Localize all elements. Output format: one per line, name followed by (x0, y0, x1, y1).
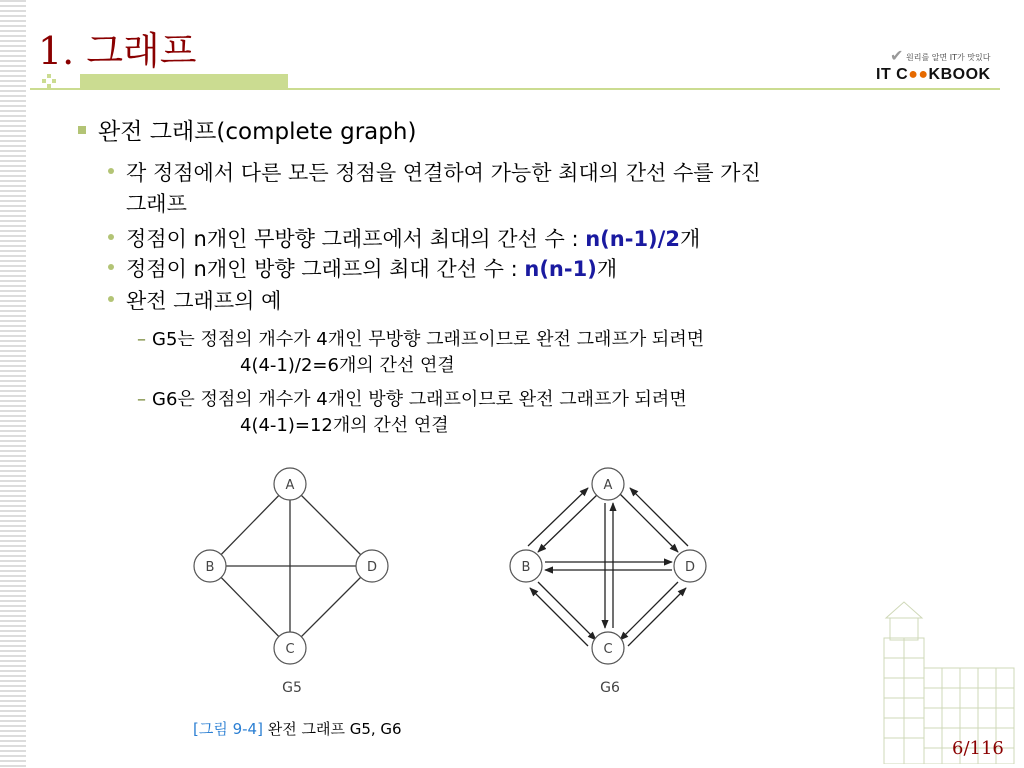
g6-node-c-label: C (603, 642, 613, 657)
edge-d-to-c (620, 582, 678, 640)
undirected-formula: n(n-1)/2 (585, 227, 680, 251)
edge-a-d (290, 484, 372, 566)
g5-node-d-label: D (366, 560, 378, 575)
page-number: 6/116 (952, 738, 1004, 759)
sub-bullet-undirected-max: 정점이 n개인 무방향 그래프에서 최대의 간선 수 : n(n-1)/2개 (108, 224, 700, 255)
figure-caption (193, 718, 402, 739)
graph-g6 (528, 488, 688, 646)
sub-bullet-examples: 완전 그래프의 예 (108, 286, 281, 317)
edge-b-to-c (538, 582, 596, 640)
edge-b-to-a (528, 488, 588, 546)
graph-g5 (210, 484, 372, 648)
g6-node-b-label: B (521, 560, 531, 575)
g6-label: G6 (600, 680, 620, 696)
caption-prefix: [그림 9-4] (193, 720, 263, 738)
g5-node-a-label: A (285, 478, 295, 493)
edge-a-to-b (538, 494, 598, 552)
example-g6: – G6은 정점의 개수가 4개인 방향 그래프이므로 완전 그래프가 되려면 4(4-1)=12개의 간선 연결 (137, 389, 687, 436)
g5-nodes (194, 468, 388, 696)
edge-c-to-b (530, 588, 588, 646)
check-icon: ✔ (890, 46, 904, 65)
directed-formula: n(n-1) (524, 257, 597, 281)
sub-bullet-directed-max: 정점이 n개인 방향 그래프의 최대 간선 수 : n(n-1)개 (108, 254, 617, 285)
slide-title: 1. 그래프 (38, 29, 197, 73)
g6-nodes (510, 468, 706, 696)
edge-a-b (210, 484, 290, 566)
sub-bullet-definition: 각 정점에서 다른 모든 정점을 연결하여 가능한 최대의 간선 수를 가진 그래프 (108, 158, 761, 220)
example-g5: – G5는 정점의 개수가 4개인 무방향 그래프이므로 완전 그래프가 되려면 4(4-1)/2=6개의 간선 연결 (137, 329, 705, 376)
g5-node-c-label: C (285, 642, 295, 657)
main-bullet-text: 완전 그래프(complete graph) (98, 119, 417, 145)
logo-tagline: 원리를 알면 IT가 맛있다 (906, 53, 991, 62)
caption-text: 완전 그래프 G5, G6 (262, 720, 402, 738)
it-cookbook-logo: IT C●●KBOOK (876, 66, 991, 83)
edge-b-c (210, 566, 290, 648)
edge-d-to-a (630, 488, 688, 546)
g5-node-b-label: B (205, 560, 215, 575)
g5-label: G5 (282, 680, 302, 696)
edge-d-c (290, 566, 372, 648)
edge-c-to-d (628, 588, 686, 646)
g6-node-d-label: D (684, 560, 696, 575)
edge-a-to-d (620, 494, 678, 552)
g6-node-a-label: A (603, 478, 613, 493)
